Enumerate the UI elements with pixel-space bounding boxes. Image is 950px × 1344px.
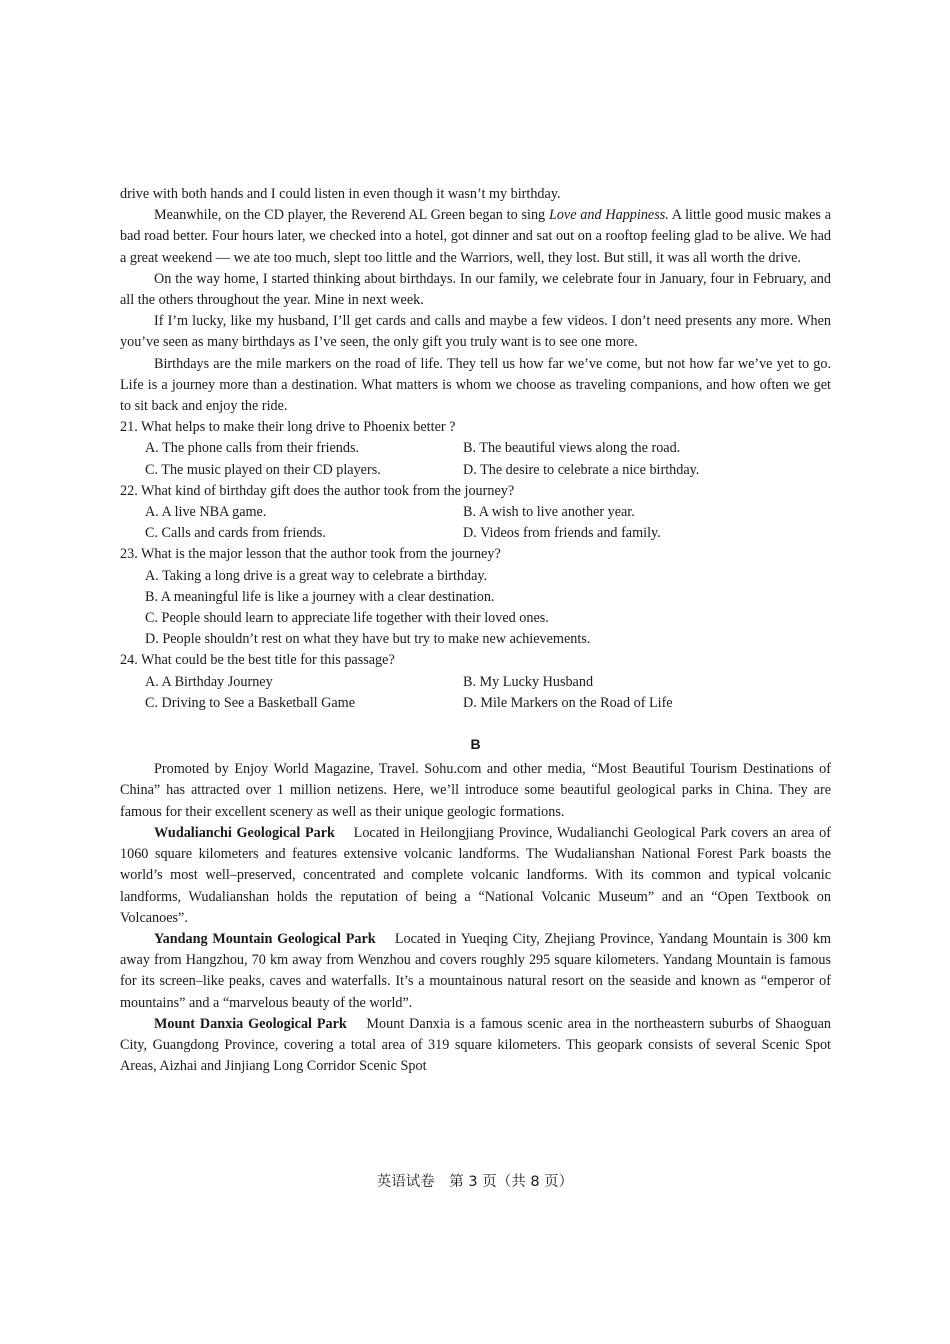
option-21c: C. The music played on their CD players. bbox=[145, 461, 381, 478]
option-22d: D. Videos from friends and family. bbox=[463, 525, 661, 542]
paragraph-a-1: drive with both hands and I could listen in even though it wasn’t my birthday. bbox=[120, 186, 561, 202]
question-22-stem: 22. What kind of birthday gift does the author took from the journey? bbox=[120, 482, 515, 499]
park-name: Yandang Mountain Geological Park bbox=[154, 930, 376, 947]
exam-page bbox=[120, 184, 831, 1077]
option-23a: A. Taking a long drive is a great way to celebrate a birthday. bbox=[145, 567, 488, 584]
song-title: Love and Happiness. bbox=[548, 207, 669, 224]
option-21a: A. The phone calls from their friends. bbox=[145, 440, 360, 457]
question-23-stem: 23. What is the major lesson that the author took from the journey? bbox=[120, 546, 501, 563]
option-24d: D. Mile Markers on the Road of Life bbox=[463, 694, 673, 711]
question-21-options-row-2 bbox=[120, 460, 831, 481]
option-24c: C. Driving to See a Basketball Game bbox=[145, 694, 356, 711]
section-b-heading: B bbox=[470, 736, 481, 753]
park-danxia: Mount Danxia Geological Park Mount Danxia is a famous scenic area in the northeastern suburbs of Shaoguan City, Guangdong Province, covering a total area of 319 square kilometers. This geopark consists of several Scenic Spot Areas, Aizhai and Jinjiang Long Corridor Scenic Spot bbox=[120, 1015, 831, 1075]
option-21b: B. The beautiful views along the road. bbox=[463, 440, 681, 457]
park-name: Mount Danxia Geological Park bbox=[154, 1015, 347, 1032]
option-21d: D. The desire to celebrate a nice birthday. bbox=[463, 461, 700, 478]
paragraph-a-4: If I’m lucky, like my husband, I’ll get cards and calls and maybe a few videos. I don’t need presents any more. When you’ve seen as many birthdays as I’ve seen, the only gift you truly want is to see one more. bbox=[120, 313, 831, 351]
park-name: Wudalianchi Geological Park bbox=[154, 824, 335, 841]
section-b-intro: Promoted by Enjoy World Magazine, Travel. Sohu.com and other media, “Most Beautiful Tourism Destinations of China” has attracted over 1 million netizens. Here, we’ll introduce some beautiful geological parks in China. They are famous for their excellent scenery as well as their unique geologic formations. bbox=[120, 761, 831, 820]
question-24-options-row-2 bbox=[120, 693, 831, 714]
question-22-options-row-2 bbox=[120, 523, 831, 544]
option-23b: B. A meaningful life is like a journey with a clear destination. bbox=[145, 588, 495, 605]
paragraph-a-3: On the way home, I started thinking about birthdays. In our family, we celebrate four in January, four in February, and all the others throughout the year. Mine in next week. bbox=[120, 270, 831, 309]
question-21-stem: 21. What helps to make their long drive to Phoenix better ? bbox=[120, 419, 456, 436]
park-wudalianchi: Wudalianchi Geological Park Located in Heilongjiang Province, Wudalianchi Geological Park covers an area of 1060 square kilometers and features extensive volcanic landforms. The Wudalianshan National Forest Park boasts the world’s most well–preserved, concentrated and complete volcanic landforms. With its common and typical volcanic landforms, Wudalianshan holds the reputation of being a “National Volcanic Museum” and an “Open Textbook on Volcanoes”. bbox=[120, 824, 831, 926]
question-22-options-row-1 bbox=[120, 502, 831, 523]
page-footer: 英语试卷 第 3 页（共 8 页） bbox=[376, 1174, 574, 1190]
paragraph-a-2: Meanwhile, on the CD player, the Reverend AL Green began to sing Love and Happiness. A little good music makes a bad road better. Four hours later, we checked into a hotel, got dinner and sat out on a rooftop feeling glad to be alive. We had a great weekend — we ate too much, slept too little and the Warriors, well, they lost. But still, it was all worth the drive. bbox=[120, 207, 832, 266]
option-23d: D. People shouldn’t rest on what they have but try to make new achievements. bbox=[145, 631, 591, 648]
option-24b: B. My Lucky Husband bbox=[463, 673, 594, 690]
option-23c: C. People should learn to appreciate life together with their loved ones. bbox=[145, 610, 549, 627]
option-22a: A. A live NBA game. bbox=[145, 504, 267, 521]
question-21-options-row-1 bbox=[120, 438, 831, 459]
park-yandang: Yandang Mountain Geological Park Located in Yueqing City, Zhejiang Province, Yandang Mountain is 300 km away from Hangzhou, 70 km away from Wenzhou and covers roughly 295 square kilometers. Yandang Mountain is famous for its screen–like peaks, caves and waterfalls. It’s a mountainous natural resort on the seaside and known as “emperor of mountains” and a “marvelous beauty of the world”. bbox=[120, 930, 831, 1011]
question-24-stem: 24. What could be the best title for this passage? bbox=[120, 652, 395, 669]
paragraph-a-5: Birthdays are the mile markers on the road of life. They tell us how far we’ve come, but not how far we’ve yet to go. Life is a journey more than a destination. What matters is whom we choose as traveling companions, and how often we get to sit back and enjoy the ride. bbox=[120, 355, 831, 415]
option-22b: B. A wish to live another year. bbox=[463, 504, 635, 521]
option-24a: A. A Birthday Journey bbox=[145, 673, 273, 690]
option-22c: C. Calls and cards from friends. bbox=[145, 525, 326, 542]
question-24-options-row-1 bbox=[120, 672, 831, 693]
